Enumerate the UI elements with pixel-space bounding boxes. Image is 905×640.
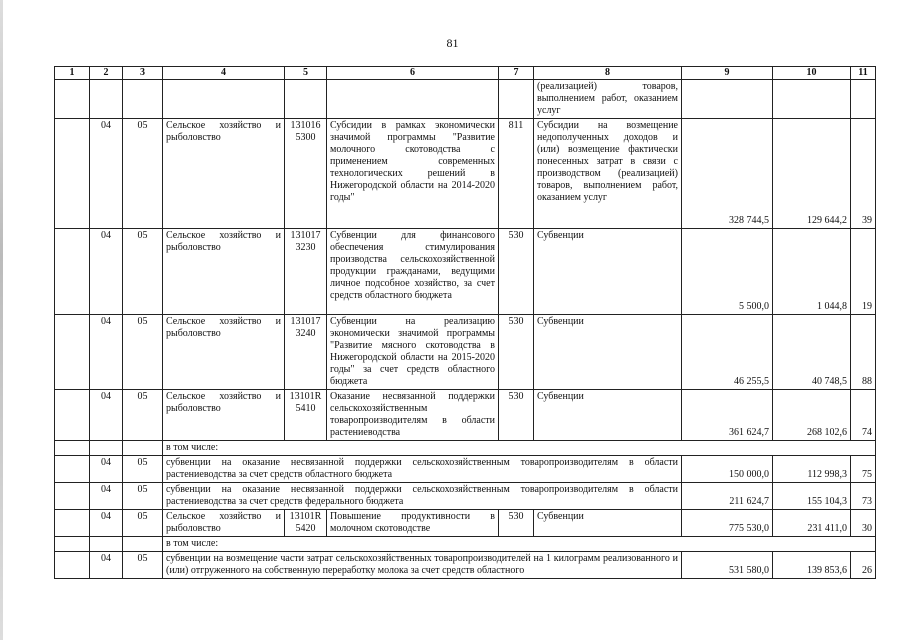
cell-actual: 112 998,3 — [773, 456, 851, 483]
cell-section-name: Сельское хозяйство и рыболовство — [163, 315, 285, 390]
cell-actual: 155 104,3 — [773, 483, 851, 510]
cell — [123, 80, 163, 119]
cell — [851, 80, 876, 119]
cell-section-name: Сельское хозяйство и рыболовство — [163, 229, 285, 315]
header-cell: 8 — [534, 67, 682, 80]
cell — [90, 80, 123, 119]
cell-section: 04 — [90, 510, 123, 537]
cell-section-name: Сельское хозяйство и рыболовство — [163, 510, 285, 537]
cell-type-description: (реализацией) товаров, выполнением работ, оказанием услуг — [534, 80, 682, 119]
header-cell: 1 — [55, 67, 90, 80]
cell-subsection: 05 — [123, 510, 163, 537]
cell-target-code: 131016 5300 — [285, 119, 327, 229]
table-row-including — [55, 441, 876, 456]
including-label: в том числе: — [163, 441, 876, 456]
cell-spanning-description: субвенции на возмещение части затрат сельскохозяйственных товаропроизводителей на 1 килограмм реализованного и (или) отгруженного на собственную переработку молока за счет средств областного — [163, 552, 682, 579]
cell-spanning-description: субвенции на оказание несвязанной поддержки сельскохозяйственным товаропроизводителям в области растениеводства за счет средств областного бюджета — [163, 456, 682, 483]
cell-spanning-description: субвенции на оказание несвязанной поддержки сельскохозяйственным товаропроизводителям в области растениеводства за счет средств федерального бюджета — [163, 483, 682, 510]
table-row — [55, 119, 876, 229]
cell-subsection: 05 — [123, 483, 163, 510]
table-row — [55, 456, 876, 483]
cell-plan: 775 530,0 — [682, 510, 773, 537]
cell-target-code: 13101R 5420 — [285, 510, 327, 537]
cell-actual: 268 102,6 — [773, 390, 851, 441]
cell-type-description: Субвенции — [534, 390, 682, 441]
scan-edge — [0, 0, 3, 640]
cell-section: 04 — [90, 229, 123, 315]
table-row — [55, 315, 876, 390]
header-row — [55, 67, 876, 80]
table-row — [55, 80, 876, 119]
cell-target-name: Повышение продуктивности в молочном скотоводстве — [327, 510, 499, 537]
header-cell: 7 — [499, 67, 534, 80]
cell-section: 04 — [90, 483, 123, 510]
cell-target-code: 131017 3230 — [285, 229, 327, 315]
cell-target-code: 13101R 5410 — [285, 390, 327, 441]
cell — [123, 537, 163, 552]
cell-percent: 26 — [851, 552, 876, 579]
cell-expense-type: 530 — [499, 390, 534, 441]
cell-percent: 19 — [851, 229, 876, 315]
cell-actual: 129 644,2 — [773, 119, 851, 229]
cell-target-name: Оказание несвязанной поддержки сельскохозяйственным товаропроизводителям в области растениеводства — [327, 390, 499, 441]
cell — [682, 80, 773, 119]
cell-plan: 150 000,0 — [682, 456, 773, 483]
header-cell: 5 — [285, 67, 327, 80]
cell-subsection: 05 — [123, 119, 163, 229]
cell-section: 04 — [90, 315, 123, 390]
cell-expense-type: 530 — [499, 229, 534, 315]
table-row-including — [55, 537, 876, 552]
cell-percent: 39 — [851, 119, 876, 229]
cell — [55, 441, 90, 456]
cell-target-name: Субвенции на реализацию экономически значимой программы "Развитие мясного скотоводства в Нижегородской области на 2015-2020 годы" за счет средств областного бюджета — [327, 315, 499, 390]
cell-expense-type: 530 — [499, 510, 534, 537]
header-cell: 11 — [851, 67, 876, 80]
page-number: 81 — [446, 36, 459, 50]
cell-actual: 1 044,8 — [773, 229, 851, 315]
cell-target-name: Субвенции для финансового обеспечения стимулирования производства сельскохозяйственной продукции гражданами, ведущими личное подсобное хозяйство, за счет средств областного бюджета — [327, 229, 499, 315]
cell-type-description: Субсидии на возмещение недополученных доходов и (или) возмещение фактически понесенных затрат в связи с производством (реализацией) товаров, выполнением работ, оказанием услуг — [534, 119, 682, 229]
header-cell: 10 — [773, 67, 851, 80]
cell — [90, 441, 123, 456]
cell — [55, 229, 90, 315]
cell — [90, 537, 123, 552]
cell — [123, 441, 163, 456]
cell-subsection: 05 — [123, 552, 163, 579]
cell-plan: 5 500,0 — [682, 229, 773, 315]
cell — [285, 80, 327, 119]
cell-percent: 30 — [851, 510, 876, 537]
table-row — [55, 552, 876, 579]
cell — [55, 119, 90, 229]
cell-percent: 73 — [851, 483, 876, 510]
cell-subsection: 05 — [123, 390, 163, 441]
cell-actual: 139 853,6 — [773, 552, 851, 579]
cell-percent: 88 — [851, 315, 876, 390]
cell-expense-type: 530 — [499, 315, 534, 390]
cell-section-name: Сельское хозяйство и рыболовство — [163, 119, 285, 229]
table-row — [55, 510, 876, 537]
cell-target-name: Субсидии в рамках экономически значимой программы "Развитие молочного скотоводства с применением современных технологических решений в Нижегородской области на 2014-2020 годы" — [327, 119, 499, 229]
cell-plan: 328 744,5 — [682, 119, 773, 229]
cell-section: 04 — [90, 390, 123, 441]
cell — [55, 315, 90, 390]
cell-expense-type: 811 — [499, 119, 534, 229]
cell-type-description: Субвенции — [534, 510, 682, 537]
header-cell: 9 — [682, 67, 773, 80]
cell — [55, 552, 90, 579]
cell — [55, 483, 90, 510]
cell — [163, 80, 285, 119]
cell — [327, 80, 499, 119]
cell-plan: 211 624,7 — [682, 483, 773, 510]
cell-plan: 531 580,0 — [682, 552, 773, 579]
cell — [55, 456, 90, 483]
cell — [55, 80, 90, 119]
budget-table — [54, 66, 876, 579]
cell — [55, 510, 90, 537]
cell — [55, 537, 90, 552]
cell-section-name: Сельское хозяйство и рыболовство — [163, 390, 285, 441]
cell — [55, 390, 90, 441]
table-row — [55, 229, 876, 315]
cell-subsection: 05 — [123, 229, 163, 315]
cell-section: 04 — [90, 552, 123, 579]
cell-percent: 75 — [851, 456, 876, 483]
cell-subsection: 05 — [123, 456, 163, 483]
cell-section: 04 — [90, 456, 123, 483]
cell-percent: 74 — [851, 390, 876, 441]
cell-actual: 231 411,0 — [773, 510, 851, 537]
cell — [773, 80, 851, 119]
header-cell: 2 — [90, 67, 123, 80]
header-cell: 4 — [163, 67, 285, 80]
cell-type-description: Субвенции — [534, 229, 682, 315]
table-row — [55, 390, 876, 441]
cell-type-description: Субвенции — [534, 315, 682, 390]
table-row — [55, 483, 876, 510]
cell-section: 04 — [90, 119, 123, 229]
header-cell: 6 — [327, 67, 499, 80]
header-cell: 3 — [123, 67, 163, 80]
cell-plan: 361 624,7 — [682, 390, 773, 441]
cell-subsection: 05 — [123, 315, 163, 390]
cell-target-code: 131017 3240 — [285, 315, 327, 390]
cell-plan: 46 255,5 — [682, 315, 773, 390]
cell-actual: 40 748,5 — [773, 315, 851, 390]
including-label: в том числе: — [163, 537, 876, 552]
cell — [499, 80, 534, 119]
